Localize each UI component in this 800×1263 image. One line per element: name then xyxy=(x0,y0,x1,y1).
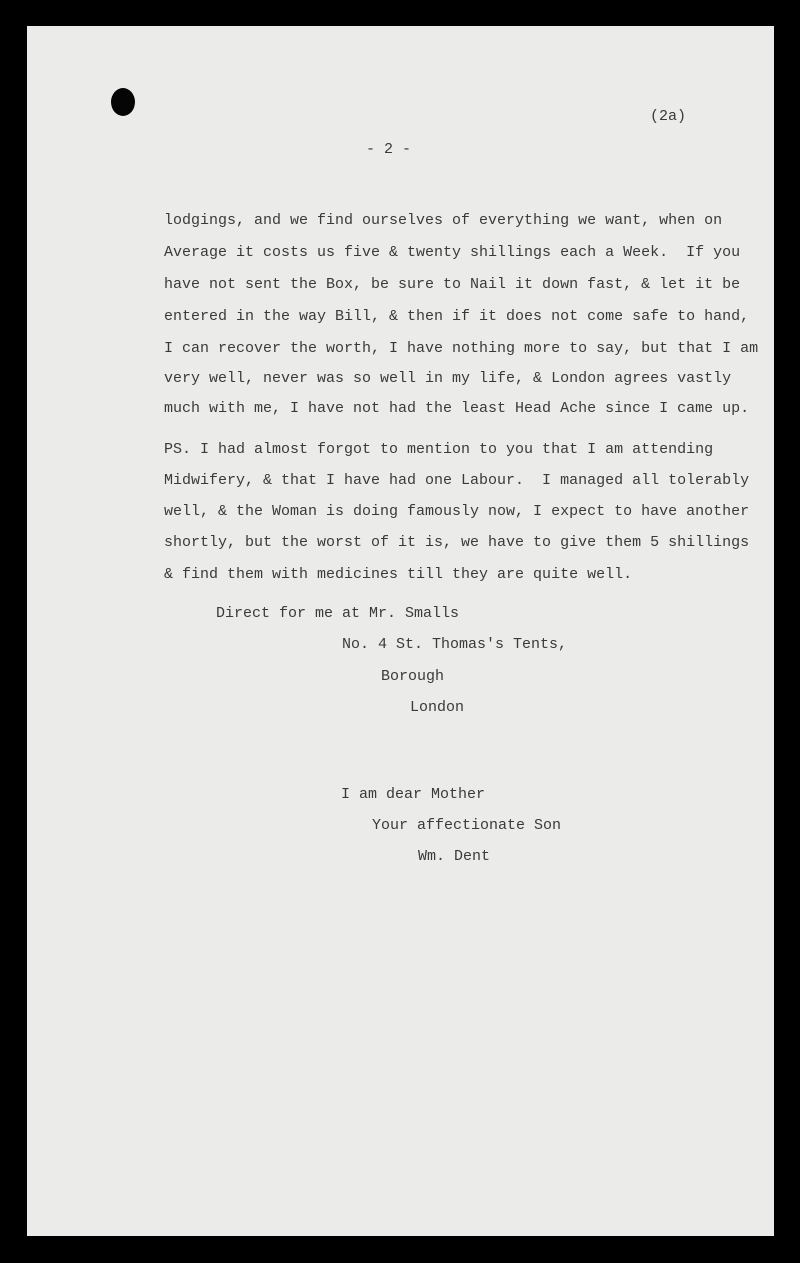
punch-hole xyxy=(111,88,135,116)
ps-line: shortly, but the worst of it is, we have to give them 5 shillings xyxy=(164,534,750,551)
body-line: very well, never was so well in my life, & London agrees vastly xyxy=(164,370,732,387)
body-line: entered in the way Bill, & then if it does not come safe to hand, xyxy=(164,308,750,325)
address-line: Direct for me at Mr. Smalls xyxy=(216,605,460,622)
page-reference: (2a) xyxy=(650,108,687,125)
body-line: lodgings, and we find ourselves of everything we want, when on xyxy=(164,212,723,229)
document-page xyxy=(27,26,774,1236)
page-number: - 2 - xyxy=(366,141,412,158)
ps-line: Midwifery, & that I have had one Labour. I managed all tolerably xyxy=(164,472,750,489)
body-line: Average it costs us five & twenty shillings each a Week. If you xyxy=(164,244,741,261)
address-line: No. 4 St. Thomas's Tents, xyxy=(342,636,568,653)
address-line: Borough xyxy=(381,668,445,685)
body-line: I can recover the worth, I have nothing more to say, but that I am xyxy=(164,340,759,357)
ps-line: well, & the Woman is doing famously now, I expect to have another xyxy=(164,503,750,520)
closing-salutation: I am dear Mother xyxy=(341,786,486,803)
address-line: London xyxy=(410,699,465,716)
signature: Wm. Dent xyxy=(418,848,491,865)
body-line: have not sent the Box, be sure to Nail it down fast, & let it be xyxy=(164,276,741,293)
closing-signoff: Your affectionate Son xyxy=(372,817,562,834)
ps-line: PS. I had almost forgot to mention to you that I am attending xyxy=(164,441,714,458)
ps-line: & find them with medicines till they are quite well. xyxy=(164,566,633,583)
body-line: much with me, I have not had the least Head Ache since I came up. xyxy=(164,400,750,417)
